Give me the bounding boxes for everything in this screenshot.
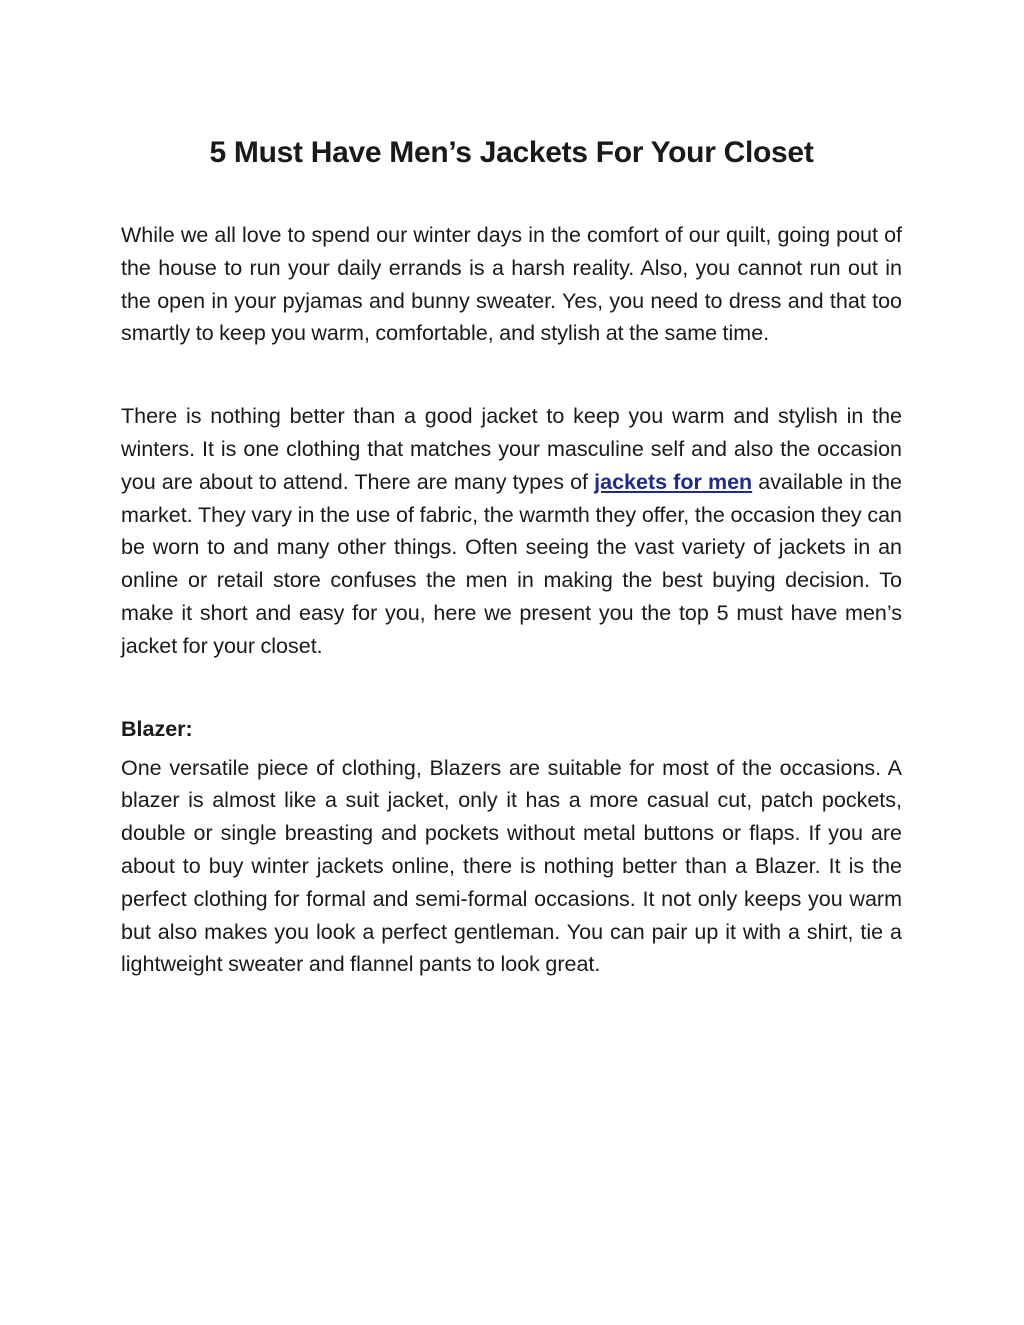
jackets-for-men-link[interactable]: jackets for men	[594, 469, 753, 494]
document-page	[121, 0, 902, 981]
intro-paragraph: While we all love to spend our winter days in the comfort of our quilt, going pout of the house to run your daily errands is a harsh reality. Also, you cannot run out in the open in your pyjamas and bunny sweater. Yes, you need to dress and that too smartly to keep you warm, comfortable, and stylish at the same time.	[121, 223, 902, 346]
paragraph-text-before-link: There is nothing better than a good jacket to keep you warm and stylish in the winters. It is one clothing that matches your masculine self and also the occasion you are about to attend. There are many types of	[121, 404, 902, 494]
jackets-paragraph	[121, 400, 902, 662]
blazer-heading: Blazer:	[121, 716, 193, 741]
blazer-paragraph: One versatile piece of clothing, Blazers are suitable for most of the occasions. A blazer is almost like a suit jacket, only it has a more casual cut, patch pockets, double or single breasting and pockets without metal buttons or flaps. If you are about to buy winter jackets online, there is nothing better than a Blazer. It is the perfect clothing for formal and semi-formal occasions. It not only keeps you warm but also makes you look a perfect gentleman. You can pair up it with a shirt, tie a lightweight sweater and flannel pants to look great.	[121, 755, 902, 977]
page-title: 5 Must Have Men’s Jackets For Your Closet	[209, 136, 814, 169]
paragraph-text-after-link: available in the market. They vary in the use of fabric, the warmth they offer, the occasion they can be worn to and many other things. Often seeing the vast variety of jackets in an online or retail store confuses the men in making the best buying decision. To make it short and easy for you, here we present you the top 5 must have men’s jacket for your closet.	[121, 469, 903, 658]
